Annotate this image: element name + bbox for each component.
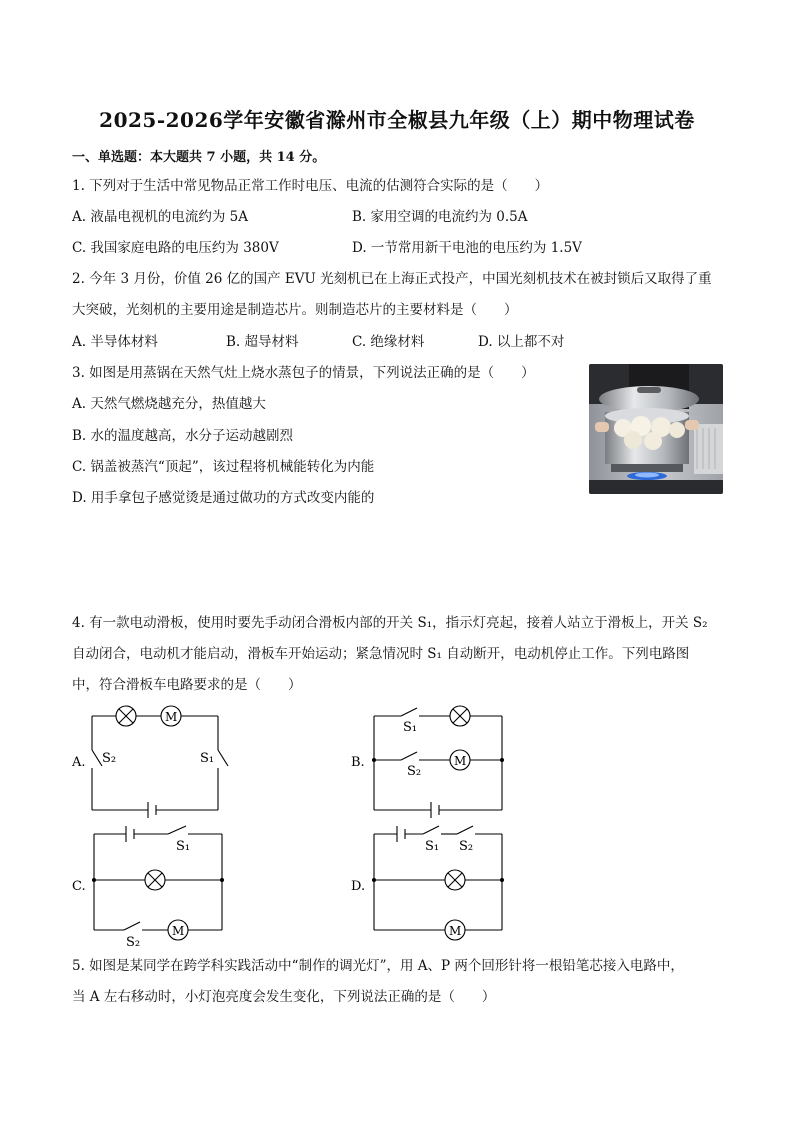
question-5-line-2: 当 A 左右移动时，小灯泡亮度会发生变化，下列说法正确的是（ ） bbox=[72, 989, 496, 1005]
question-2-option-c: C. 绝缘材料 bbox=[352, 334, 425, 350]
question-4-line-2: 自动闭合，电动机才能启动，滑板车开始运动；紧急情况时 S₁ 自动断开，电动机停止工作。下列电路图 bbox=[72, 646, 690, 662]
option-d-label: D. bbox=[351, 879, 366, 894]
page-title: 2025-2026学年安徽省滁州市全椒县九年级（上）期中物理试卷 bbox=[99, 108, 695, 132]
option-b-label: B. bbox=[351, 755, 365, 770]
question-1-stem: 1. 下列对于生活中常见物品正常工作时电压、电流的估测符合实际的是（ ） bbox=[72, 178, 549, 194]
question-1-option-b: B. 家用空调的电流约为 0.5A bbox=[352, 209, 528, 225]
circuit-diagram-d bbox=[345, 822, 545, 950]
motor-symbol: M bbox=[454, 754, 467, 768]
switch-s1-label: S₁ bbox=[200, 751, 215, 766]
question-1-option-d: D. 一节常用新干电池的电压约为 1.5V bbox=[352, 240, 582, 256]
question-3-option-a: A. 天然气燃烧越充分，热值越大 bbox=[72, 396, 266, 412]
switch-s1-label: S₁ bbox=[403, 720, 418, 735]
circuit-diagram-c bbox=[60, 822, 260, 950]
switch-s1-label: S₁ bbox=[425, 839, 440, 854]
motor-symbol: M bbox=[165, 710, 178, 724]
option-c-label: C. bbox=[72, 879, 86, 894]
question-2-option-a: A. 半导体材料 bbox=[72, 334, 158, 350]
switch-s2-label: S₂ bbox=[102, 751, 117, 766]
question-3-option-d: D. 用手拿包子感觉烫是通过做功的方式改变内能的 bbox=[72, 490, 375, 506]
switch-s2-label: S₂ bbox=[459, 839, 474, 854]
option-a-label: A. bbox=[72, 755, 86, 770]
question-1-option-c: C. 我国家庭电路的电压约为 380V bbox=[72, 240, 279, 256]
question-3-stem: 3. 如图是用蒸锅在天然气灶上烧水蒸包子的情景，下列说法正确的是（ ） bbox=[72, 365, 535, 381]
question-2-option-b: B. 超导材料 bbox=[226, 334, 299, 350]
question-1-option-a: A. 液晶电视机的电流约为 5A bbox=[72, 209, 248, 225]
circuit-diagram-a bbox=[60, 700, 260, 820]
switch-s1-label: S₁ bbox=[176, 839, 191, 854]
switch-s2-label: S₂ bbox=[126, 935, 141, 950]
question-2-line-1: 2. 今年 3 月份，价值 26 亿的国产 EVU 光刻机已在上海正式投产，中国光刻机技术在被封锁后又取得了重 bbox=[72, 271, 712, 287]
question-4-line-3: 中，符合滑板车电路要求的是（ ） bbox=[72, 677, 302, 693]
question-2-option-d: D. 以上都不对 bbox=[478, 334, 565, 350]
motor-symbol: M bbox=[449, 924, 462, 938]
question-3-option-c: C. 锅盖被蒸汽“顶起”，该过程将机械能转化为内能 bbox=[72, 459, 375, 475]
question-3-option-b: B. 水的温度越高，水分子运动越剧烈 bbox=[72, 428, 294, 444]
question-2-line-2: 大突破，光刻机的主要用途是制造芯片。则制造芯片的主要材料是（ ） bbox=[72, 302, 518, 318]
circuit-diagram-b bbox=[345, 700, 545, 820]
switch-s2-label: S₂ bbox=[407, 764, 422, 779]
motor-symbol: M bbox=[172, 924, 185, 938]
question-5-line-1: 5. 如图是某同学在跨学科实践活动中“制作的调光灯”，用 A、P 两个回形针将一根铅笔芯接入电路中， bbox=[72, 958, 684, 974]
question-4-line-1: 4. 有一款电动滑板，使用时要先手动闭合滑板内部的开关 S₁，指示灯亮起，接着人站立于滑板上，开关 S₂ bbox=[72, 615, 708, 631]
steamer-photo bbox=[589, 364, 723, 494]
section-heading: 一、单选题：本大题共 7 小题，共 14 分。 bbox=[72, 150, 326, 165]
